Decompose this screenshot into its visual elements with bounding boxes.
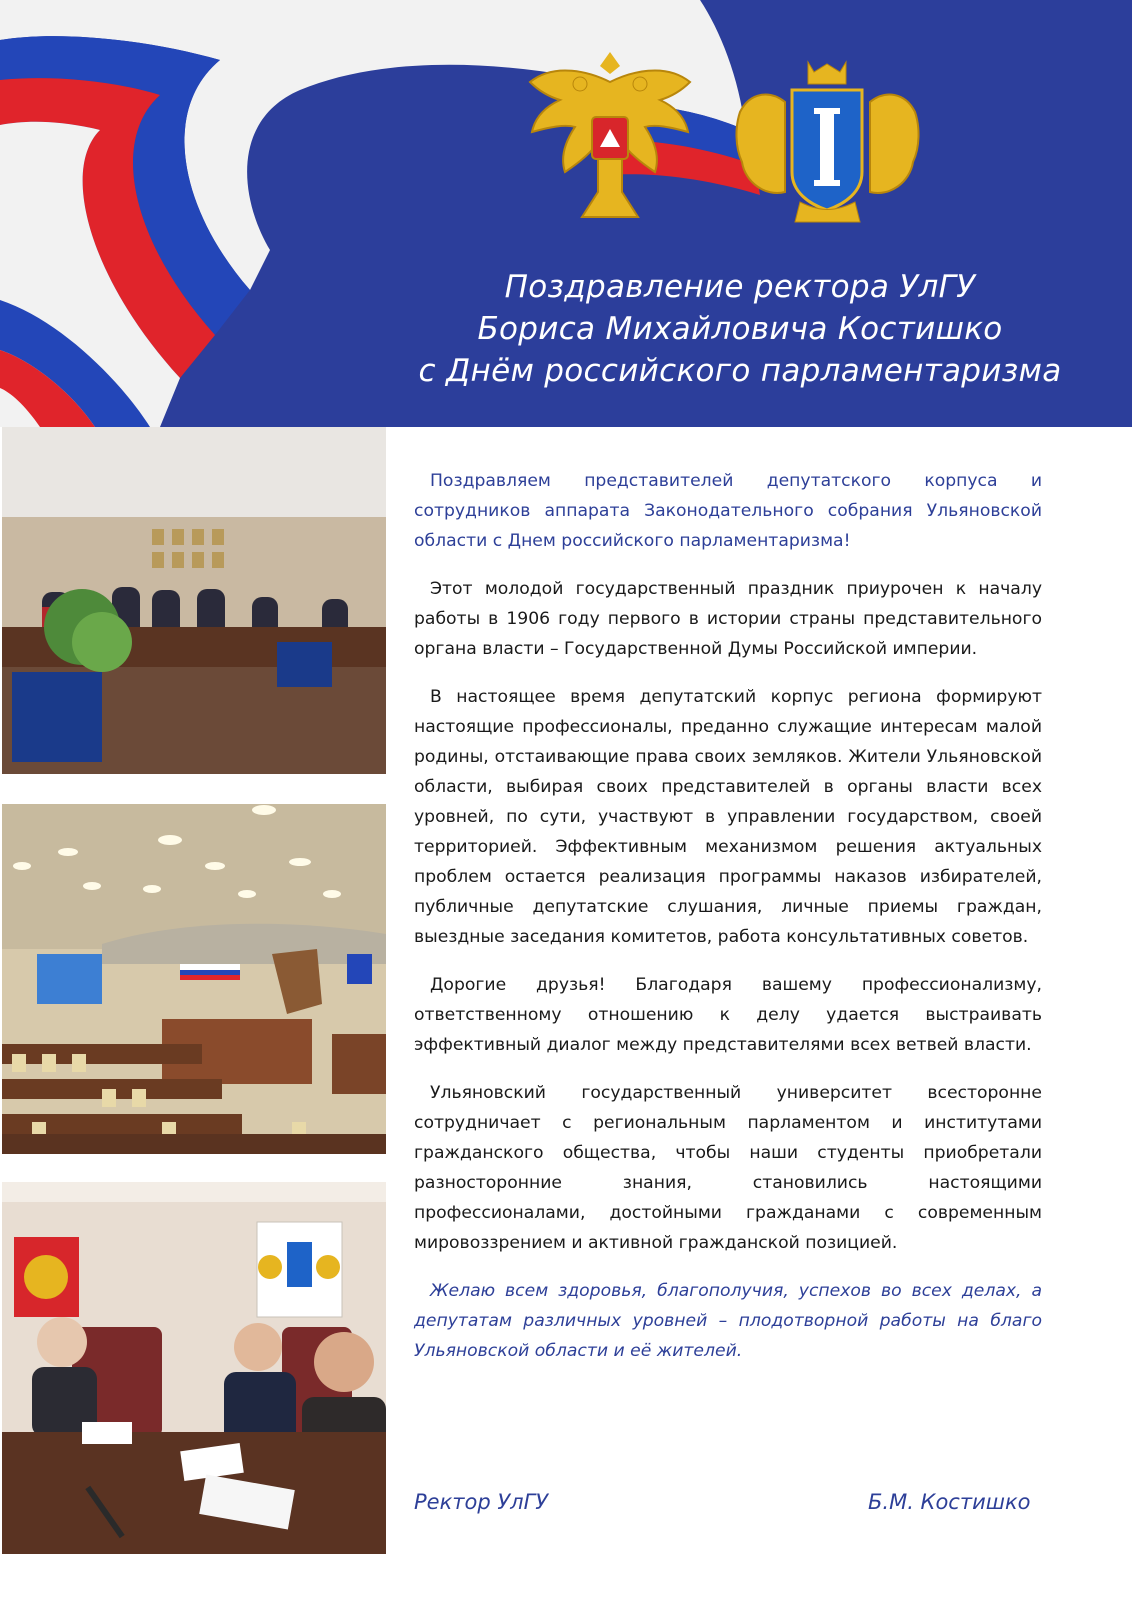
header-banner: [0, 0, 1132, 427]
photo-meeting-room: [2, 427, 386, 774]
body-paragraph: Ульяновский государственный университет всесторонне сотрудничает с региональным парламентом и институтами гражданского общества, чтобы наши студенты приобретали разносторонние знания, становились настоящими профессионалами, достойными гражданами с современным мировоззрением и активной гражданской позицией.: [414, 1083, 1042, 1253]
title-line: с Днём российского парламентаризма: [418, 353, 1062, 389]
body-paragraph: Дорогие друзья! Благодаря вашему профессионализму, ответственному отношению к делу удается выстраивать эффективный диалог между представителями всех ветвей власти.: [414, 975, 1042, 1055]
photo-parliament-hall: [2, 804, 386, 1154]
ulyanovsk-coat-of-arms-icon: [730, 52, 925, 232]
wish-paragraph: Желаю всем здоровья, благополучия, успехов во всех делах, а депутатам различных уровней – плодотворной работы на благо Ульяновской области и её жителей.: [414, 1281, 1042, 1361]
russian-coat-of-arms-icon: [520, 42, 700, 232]
signature-position: Ректор УлГУ: [414, 1490, 549, 1514]
body-paragraph: В настоящее время депутатский корпус региона формируют настоящие профессионалы, преданно служащие интересам малой родины, отстаивающие права своих земляков. Жители Ульяновской области, выбирая своих представителей в органы власти всех уровней, по сути, участвуют в управлении государством, своей территорией. Эффективным механизмом решения актуальных проблем остается реализация программы наказов избирателей, публичные депутатские слушания, личные приемы граждан, выездные заседания комитетов, работа консультативных советов.: [414, 687, 1042, 947]
greeting-paragraph: Поздравляем представителей депутатского корпуса и сотрудников аппарата Законодательного собрания Ульяновской области с Днем российского парламентаризма!: [414, 471, 1042, 551]
signature-name: Б.М. Костишко: [868, 1490, 1031, 1514]
page-title: [400, 266, 1080, 392]
photo-officials-meeting: [2, 1182, 386, 1554]
title-line: Бориса Михайловича Костишко: [477, 311, 1003, 347]
letter-body: [414, 466, 1042, 1384]
title-line: Поздравление ректора УлГУ: [504, 269, 976, 305]
body-paragraph: Этот молодой государственный праздник приурочен к началу работы в 1906 году первого в истории страны представительного органа власти – Государственной Думы Российской империи.: [414, 579, 1042, 659]
